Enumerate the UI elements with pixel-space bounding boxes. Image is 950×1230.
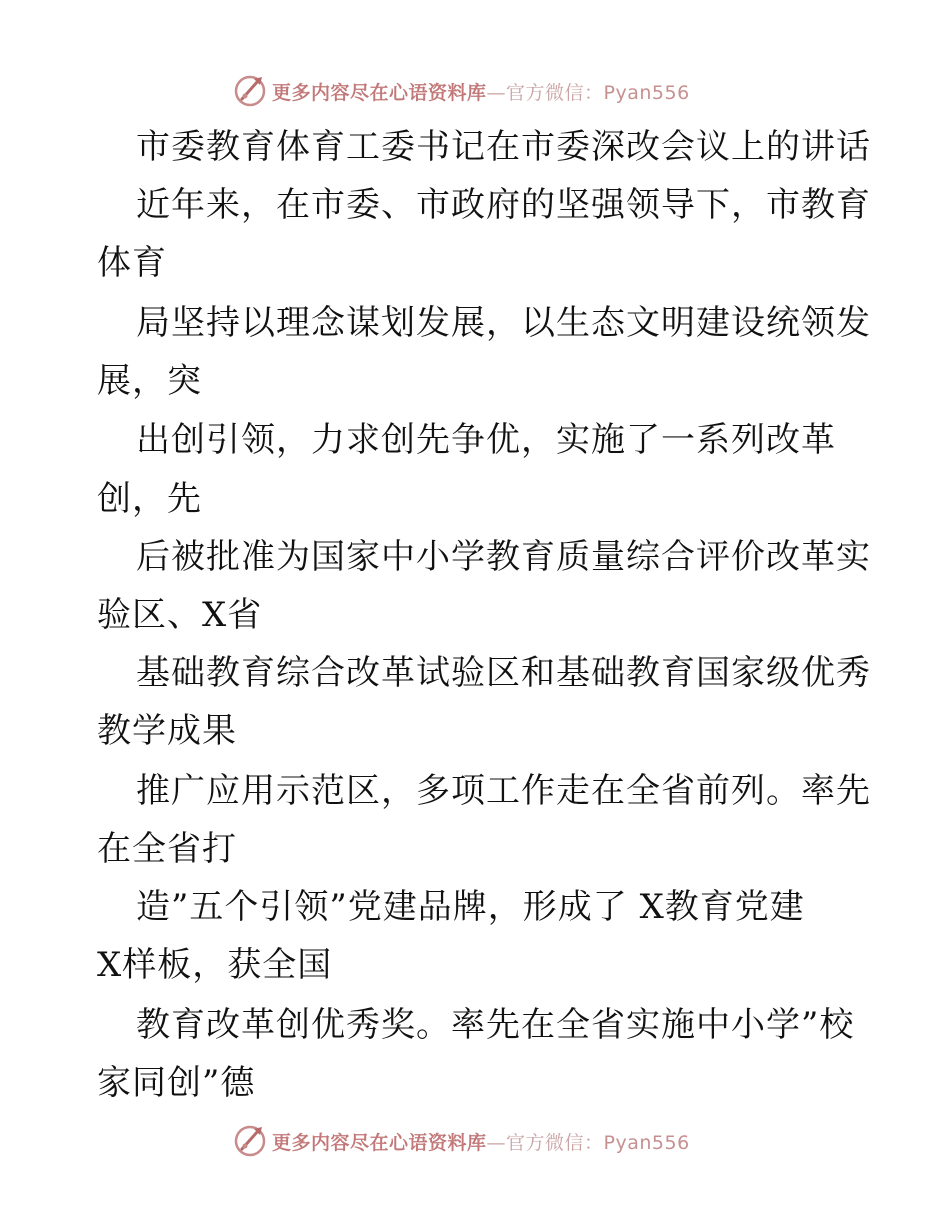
body-line: 体育 [97, 243, 167, 283]
body-line: 在全省打 [97, 829, 237, 869]
watermark-header [0, 70, 950, 110]
body-line: X样板，获全国 [97, 945, 333, 985]
body-line: 家同创”德 [97, 1063, 256, 1103]
watermark-text: 更多内容尽在心语资料库—官方微信：Pyan556 [272, 1132, 690, 1154]
body-line: 基础教育综合改革试验区和基础教育国家级优秀 [136, 653, 871, 693]
quill-logo-icon [232, 72, 268, 108]
watermark-text: 更多内容尽在心语资料库—官方微信：Pyan556 [272, 82, 690, 104]
body-line: 展，突 [97, 361, 202, 401]
document-title: 市委教育体育工委书记在市委深改会议上的讲话 [136, 127, 871, 167]
body-line: 出创引领，力求创先争优，实施了一系列改革 [136, 420, 836, 460]
body-line: 后被批准为国家中小学教育质量综合评价改革实 [136, 537, 871, 577]
quill-logo-icon [232, 1122, 268, 1158]
body-line: 教学成果 [97, 711, 237, 751]
body-line: 创，先 [97, 479, 202, 519]
watermark-footer [0, 1120, 950, 1160]
body-line: 近年来，在市委、市政府的坚强领导下，市教育 [136, 185, 871, 225]
body-line: 推广应用示范区，多项工作走在全省前列。率先 [136, 771, 871, 811]
body-line: 教育改革创优秀奖。率先在全省实施中小学”校 [136, 1005, 855, 1045]
body-line: 局坚持以理念谋划发展，以生态文明建设统领发 [136, 303, 871, 343]
body-line: 造”五个引领”党建品牌，形成了 X教育党建 [136, 887, 805, 927]
body-line: 验区、X省 [97, 595, 263, 635]
